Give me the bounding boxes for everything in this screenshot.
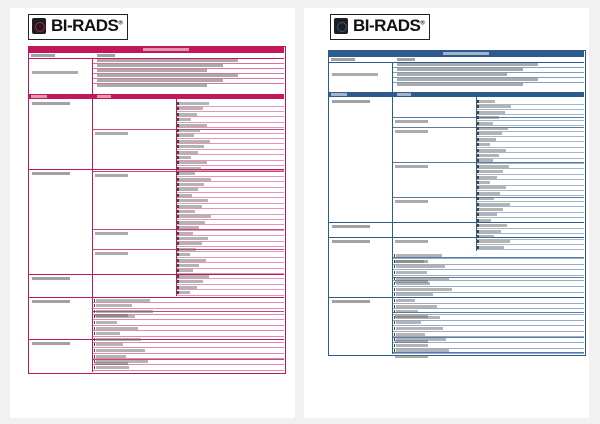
text-line — [479, 111, 505, 114]
text-line — [479, 230, 500, 233]
text-line — [396, 344, 428, 347]
text-line — [179, 107, 203, 110]
text-line — [96, 355, 126, 358]
checkbox — [177, 188, 179, 191]
text-line — [332, 225, 370, 228]
checkbox — [177, 118, 179, 121]
row-divider — [392, 353, 584, 354]
checkbox — [477, 149, 479, 152]
checkbox — [177, 107, 179, 110]
text-line — [397, 58, 415, 61]
row-divider — [176, 295, 284, 296]
text-line — [179, 161, 207, 164]
text-line — [179, 253, 189, 256]
text-line — [396, 338, 446, 341]
checkbox — [477, 213, 479, 216]
text-line — [32, 277, 70, 280]
checkbox — [177, 102, 179, 105]
checkbox — [394, 293, 396, 296]
text-line — [479, 208, 503, 211]
text-line — [179, 156, 191, 159]
row-divider — [476, 179, 584, 180]
text-line — [179, 232, 192, 235]
text-line — [179, 210, 195, 213]
row-divider — [92, 68, 284, 69]
checkbox — [477, 181, 479, 184]
text-line — [395, 130, 428, 133]
checkbox — [477, 127, 479, 130]
text-line — [397, 78, 538, 81]
text-line — [396, 327, 443, 330]
text-line — [143, 48, 189, 51]
text-line — [479, 127, 508, 130]
checkbox — [477, 208, 479, 211]
checkbox — [394, 349, 396, 352]
text-line — [179, 129, 200, 132]
text-line — [97, 79, 222, 82]
checkbox — [94, 366, 96, 369]
text-line — [179, 248, 196, 251]
birads-sheet-pink — [10, 8, 295, 418]
checkbox — [394, 333, 396, 336]
text-line — [179, 275, 209, 278]
text-line — [395, 200, 428, 203]
text-line — [179, 140, 210, 143]
checkbox — [94, 327, 96, 330]
checkbox — [394, 265, 396, 268]
text-line — [396, 349, 449, 352]
breast-logo-icon — [334, 18, 348, 34]
checkbox — [94, 338, 96, 341]
checkbox — [177, 269, 179, 272]
text-line — [179, 205, 201, 208]
text-line — [95, 252, 128, 255]
row-divider — [92, 319, 284, 320]
checkbox — [394, 254, 396, 257]
checkbox — [477, 111, 479, 114]
section-header-bar — [328, 92, 584, 97]
text-line — [97, 95, 111, 98]
text-line — [479, 100, 495, 103]
checkbox — [394, 310, 396, 313]
text-line — [96, 315, 135, 318]
text-line — [96, 321, 117, 324]
checkbox — [177, 156, 179, 159]
text-line — [32, 71, 78, 74]
text-line — [331, 58, 355, 61]
checkbox — [394, 282, 396, 285]
row-divider — [476, 217, 584, 218]
text-line — [332, 240, 370, 243]
text-line — [479, 246, 504, 249]
text-line — [395, 240, 428, 243]
logo-text: BI-RADS — [353, 16, 421, 35]
row-divider — [392, 77, 584, 78]
text-line — [479, 170, 502, 173]
text-line — [332, 100, 370, 103]
checkbox — [477, 219, 479, 222]
text-line — [179, 172, 194, 175]
text-line — [97, 84, 207, 87]
checkbox — [477, 197, 479, 200]
birads-logo: BI-RADS® — [28, 14, 128, 40]
checkbox — [177, 140, 179, 143]
text-line — [479, 186, 506, 189]
text-line — [179, 221, 205, 224]
text-line — [32, 102, 70, 105]
text-line — [179, 259, 205, 262]
checkbox — [477, 230, 479, 233]
text-line — [179, 134, 194, 137]
text-line — [179, 188, 198, 191]
section-header-bar — [28, 94, 284, 99]
checkbox — [177, 286, 179, 289]
checkbox — [177, 291, 179, 294]
text-line — [31, 54, 55, 57]
checkbox — [94, 349, 96, 352]
text-line — [479, 224, 506, 227]
checkbox — [394, 277, 396, 280]
row-divider — [176, 192, 284, 193]
text-line — [179, 178, 210, 181]
text-line — [332, 73, 378, 76]
text-line — [179, 167, 201, 170]
checkbox — [177, 124, 179, 127]
checkbox — [477, 246, 479, 249]
checkbox — [477, 100, 479, 103]
checkbox — [477, 154, 479, 157]
checkbox — [94, 310, 96, 313]
checkbox — [477, 165, 479, 168]
text-line — [97, 64, 222, 67]
text-line — [479, 105, 511, 108]
text-line — [96, 332, 120, 335]
text-line — [479, 122, 492, 125]
text-line — [396, 299, 415, 302]
text-line — [479, 197, 493, 200]
checkbox — [477, 240, 479, 243]
checkbox — [177, 113, 179, 116]
checkbox — [394, 338, 396, 341]
checkbox — [94, 355, 96, 358]
text-line — [443, 52, 489, 55]
text-line — [396, 333, 425, 336]
row-divider — [392, 67, 584, 68]
row-divider — [392, 297, 584, 298]
text-line — [96, 304, 132, 307]
text-line — [96, 366, 129, 369]
checkbox — [177, 275, 179, 278]
checkbox — [94, 343, 96, 346]
row-divider — [92, 78, 284, 79]
text-line — [396, 260, 424, 263]
text-line — [397, 93, 411, 96]
text-line — [396, 282, 430, 285]
text-line — [179, 280, 202, 283]
text-line — [479, 240, 510, 243]
text-line — [395, 355, 428, 358]
text-line — [96, 338, 141, 341]
text-line — [96, 299, 150, 302]
row-divider — [176, 289, 284, 290]
row-divider — [476, 141, 584, 142]
text-line — [397, 83, 522, 86]
checkbox — [177, 134, 179, 137]
checkbox — [177, 210, 179, 213]
section-divider — [28, 297, 284, 298]
checkbox — [394, 344, 396, 347]
checkbox — [177, 221, 179, 224]
checkbox — [394, 321, 396, 324]
row-divider — [476, 249, 584, 250]
checkbox — [177, 259, 179, 262]
text-line — [179, 264, 199, 267]
checkbox — [177, 280, 179, 283]
birads-logo: BI-RADS® — [330, 14, 430, 40]
text-line — [397, 73, 507, 76]
checkbox — [177, 194, 179, 197]
checkbox — [94, 304, 96, 307]
text-line — [31, 95, 47, 98]
text-line — [179, 183, 204, 186]
text-line — [97, 54, 115, 57]
text-line — [95, 232, 128, 235]
text-line — [97, 69, 207, 72]
text-line — [479, 192, 500, 195]
checkbox — [177, 237, 179, 240]
checkbox — [394, 288, 396, 291]
checkbox — [177, 232, 179, 235]
checkbox — [177, 215, 179, 218]
section-divider — [28, 339, 284, 340]
checkbox — [177, 161, 179, 164]
text-line — [396, 271, 427, 274]
text-line — [479, 143, 489, 146]
checkbox — [94, 360, 96, 363]
text-line — [479, 213, 497, 216]
breast-logo-icon — [32, 18, 46, 34]
checkbox — [477, 138, 479, 141]
text-line — [396, 305, 437, 308]
checkbox — [177, 172, 179, 175]
text-line — [479, 149, 505, 152]
checkbox — [394, 327, 396, 330]
checkbox — [177, 199, 179, 202]
checkbox — [394, 305, 396, 308]
row-divider — [176, 154, 284, 155]
checkbox — [177, 183, 179, 186]
checkbox — [177, 178, 179, 181]
row-divider — [92, 73, 284, 74]
checkbox — [477, 159, 479, 162]
checkbox — [477, 132, 479, 135]
text-line — [396, 310, 418, 313]
text-line — [179, 269, 193, 272]
checkbox — [477, 143, 479, 146]
row-divider — [92, 63, 284, 64]
checkbox — [177, 242, 179, 245]
text-line — [179, 199, 207, 202]
checkbox — [477, 176, 479, 179]
text-line — [96, 349, 145, 352]
text-line — [95, 132, 128, 135]
text-line — [396, 265, 445, 268]
text-line — [479, 138, 496, 141]
checkbox — [177, 145, 179, 148]
section-divider — [28, 274, 284, 275]
text-line — [179, 242, 202, 245]
checkbox — [394, 260, 396, 263]
text-line — [331, 93, 347, 96]
checkbox — [477, 235, 479, 238]
text-line — [179, 194, 192, 197]
text-line — [479, 176, 496, 179]
row-divider — [92, 330, 284, 331]
text-line — [179, 226, 198, 229]
checkbox — [177, 264, 179, 267]
checkbox — [477, 122, 479, 125]
checkbox — [94, 332, 96, 335]
text-line — [179, 145, 203, 148]
checkbox — [177, 226, 179, 229]
text-line — [32, 172, 70, 175]
checkbox — [177, 151, 179, 154]
text-line — [179, 291, 190, 294]
text-line — [179, 118, 190, 121]
checkbox — [177, 248, 179, 251]
text-line — [32, 300, 70, 303]
checkbox — [477, 170, 479, 173]
text-line — [396, 277, 449, 280]
text-line — [179, 286, 196, 289]
text-line — [396, 288, 452, 291]
checkbox — [477, 224, 479, 227]
text-line — [179, 124, 206, 127]
text-line — [179, 151, 197, 154]
checkbox — [477, 186, 479, 189]
checkbox — [177, 253, 179, 256]
checkbox — [177, 129, 179, 132]
text-line — [179, 215, 211, 218]
checkbox — [477, 105, 479, 108]
text-line — [479, 203, 509, 206]
text-line — [479, 116, 498, 119]
text-line — [96, 343, 123, 346]
checkbox — [477, 192, 479, 195]
text-line — [479, 235, 494, 238]
text-line — [479, 154, 499, 157]
text-line — [396, 321, 421, 324]
row-divider — [392, 82, 584, 83]
checkbox — [394, 316, 396, 319]
text-line — [479, 165, 509, 168]
text-line — [179, 113, 197, 116]
text-line — [479, 159, 493, 162]
checkbox — [477, 203, 479, 206]
text-line — [396, 293, 433, 296]
row-divider — [176, 251, 284, 252]
text-line — [479, 181, 490, 184]
logo-text: BI-RADS — [51, 16, 119, 35]
checkbox — [394, 271, 396, 274]
checkbox — [394, 299, 396, 302]
row-divider — [392, 72, 584, 73]
row-divider — [176, 116, 284, 117]
text-line — [97, 74, 238, 77]
checkbox — [94, 315, 96, 318]
row-divider — [392, 308, 584, 309]
text-line — [179, 102, 209, 105]
checkbox — [177, 167, 179, 170]
row-divider — [392, 312, 584, 313]
text-line — [397, 63, 538, 66]
text-line — [396, 316, 440, 319]
row-divider — [92, 83, 284, 84]
text-line — [95, 174, 128, 177]
text-line — [395, 165, 428, 168]
text-line — [96, 310, 153, 313]
text-line — [179, 237, 208, 240]
checkbox — [177, 205, 179, 208]
text-line — [97, 59, 238, 62]
text-line — [395, 120, 428, 123]
birads-sheet-blue — [304, 8, 589, 418]
row-divider — [92, 370, 284, 371]
checkbox — [477, 116, 479, 119]
checkbox — [94, 321, 96, 324]
text-line — [479, 219, 491, 222]
text-line — [479, 132, 502, 135]
text-line — [96, 360, 148, 363]
text-line — [332, 300, 370, 303]
checkbox — [94, 299, 96, 302]
text-line — [396, 254, 442, 257]
text-line — [32, 342, 70, 345]
text-line — [96, 327, 138, 330]
text-line — [397, 68, 522, 71]
